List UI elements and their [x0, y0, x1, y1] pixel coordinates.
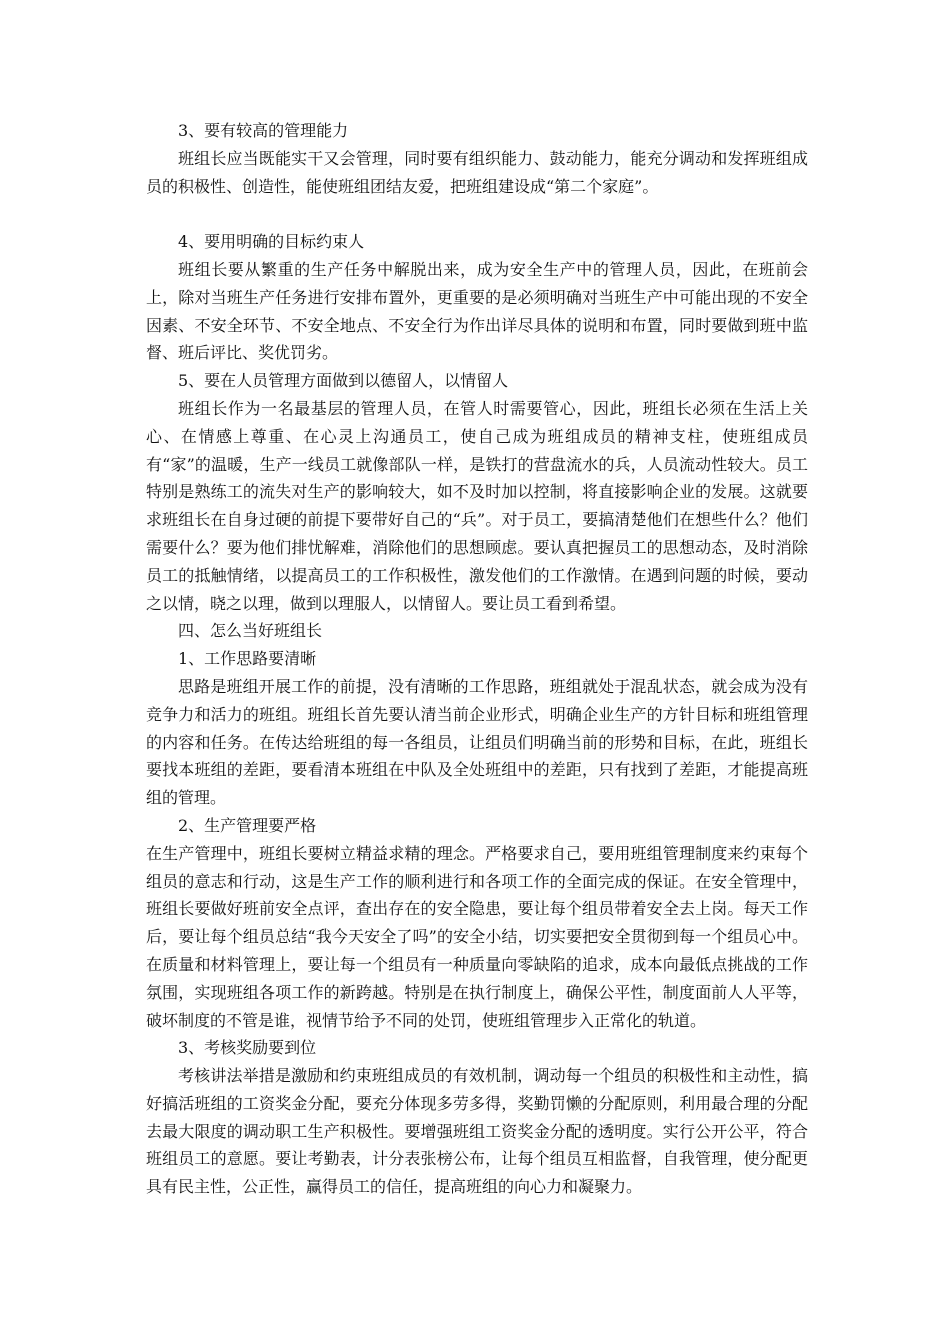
point-1-heading: 1、工作思路要清晰: [178, 649, 317, 669]
section-3-heading: 3、要有较高的管理能力: [178, 121, 349, 140]
point-3-heading: 3、考核奖励要到位: [178, 1038, 317, 1058]
point-2-heading: 2、生产管理要严格: [178, 815, 317, 835]
section-5-paragraph: 班组长作为一名最基层的管理人员，在管人时需要管心，因此，班组长必须在生活上关心、在情感上尊重、在心灵上沟通员工，使自己成为班组成员的精神支柱，使班组成员有“家”的温暖，生产一线员工就像部队一样，是铁打的营盘流水的兵，人员流动性较大。员工特别是熟练工的流失对生产的影响较大，如不及时加以控制，将直接影响企业的发展。这就要求班组长在自身过硬的前提下要带好自己的“兵”。对于员工，要搞清楚他们在想些什么？他们需要什么？要为他们排忧解难，消除他们的思想顾虑。要认真把握员工的思想动态，及时消除员工的抵触情绪，以提高员工的工作积极性，激发他们的工作激情。在遇到问题的时候，要动之以情，晓之以理，做到以理服人，以情留人。要让员工看到希望。: [146, 398, 808, 613]
point-3-paragraph: 考核讲法举措是激励和约束班组成员的有效机制，调动每一个组员的积极性和主动性，搞好搞活班组的工资奖金分配，要充分体现多劳多得，奖勤罚懒的分配原则，利用最合理的分配去最大限度的调动职工生产积极性。要增强班组工资奖金分配的透明度。实行公开公平，符合班组员工的意愿。要让考勤表，计分表张榜公布，让每个组员互相监督，自我管理，使分配更具有民主性，公正性，赢得员工的信任，提高班组的向心力和凝聚力。: [146, 1066, 808, 1197]
section-4-heading: 4、要用明确的目标约束人: [178, 232, 365, 252]
section-3-paragraph: 班组长应当既能实干又会管理，同时要有组织能力、鼓动能力，能充分调动和发挥班组成员的积极性、创造性，能使班组团结友爱，把班组建设成“第二个家庭”。: [146, 148, 808, 196]
point-1-paragraph: 思路是班组开展工作的前提，没有清晰的工作思路，班组就处于混乱状态，就会成为没有竞争力和活力的班组。班组长首先要认清当前企业形式，明确企业生产的方针目标和班组管理的内容和任务。在传达给班组的每一各组员，让组员们明确当前的形势和目标，在此，班组长要找本班组的差距，要看清本班组在中队及全处班组中的差距，只有找到了差距，才能提高班组的管理。: [146, 676, 808, 808]
part-4-heading: 四、怎么当好班组长: [178, 621, 323, 641]
point-2-paragraph: 在生产管理中，班组长要树立精益求精的理念。严格要求自己，要用班组管理制度来约束每个组员的意志和行动，这是生产工作的顺利进行和各项工作的全面完成的保证。在安全管理中，班组长要做好班前安全点评，查出存在的安全隐患，要让每个组员带着安全去上岗。每天工作后，要让每个组员总结“我今天安全了吗”的安全小结，切实要把安全贯彻到每一个组员心中。在质量和材料管理上，要让每一个组员有一种质量向零缺陷的追求，成本向最低点挑战的工作氛围，实现班组各项工作的新跨越。特别是在执行制度上，确保公平性，制度面前人人平等，破坏制度的不管是谁，视情节给予不同的处罚，使班组管理步入正常化的轨道。: [146, 843, 808, 1030]
section-5-heading: 5、要在人员管理方面做到以德留人，以情留人: [178, 371, 509, 391]
blank-line: [146, 200, 808, 228]
section-4-paragraph: 班组长要从繁重的生产任务中解脱出来，成为安全生产中的管理人员，因此，在班前会上，除对当班生产任务进行安排布置外，更重要的是必须明确对当班生产中可能出现的不安全因素、不安全环节、不安全地点、不安全行为作出详尽具体的说明和布置，同时要做到班中监督、班后评比、奖优罚劣。: [146, 259, 808, 363]
document-body: [146, 117, 808, 1201]
